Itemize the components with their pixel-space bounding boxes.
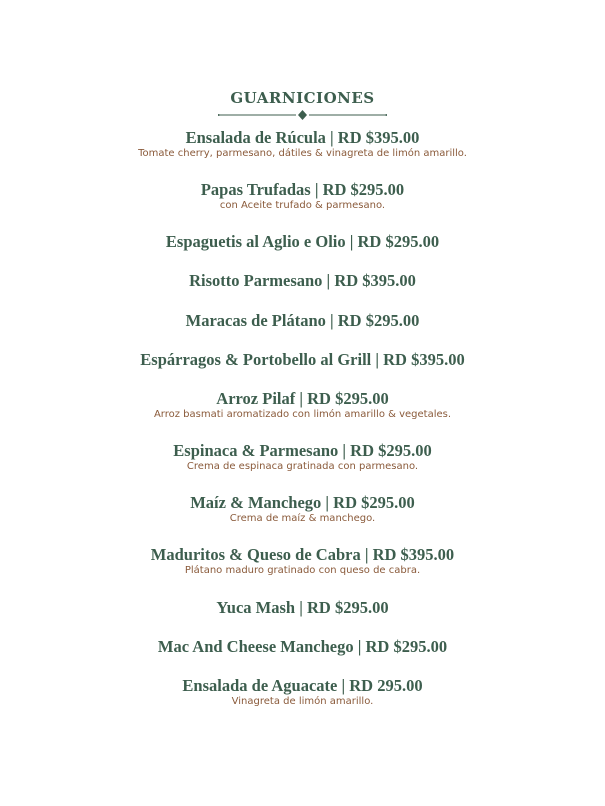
menu-item bbox=[0, 271, 605, 291]
diamond-divider-icon bbox=[0, 108, 605, 122]
section-heading bbox=[0, 88, 605, 108]
menu-item bbox=[0, 493, 605, 525]
item-title: Maracas de Plátano | RD $295.00 bbox=[185, 311, 420, 330]
menu-item bbox=[0, 676, 605, 708]
item-description: Tomate cherry, parmesano, dátiles & vinagreta de limón amarillo. bbox=[138, 148, 467, 159]
menu-item bbox=[0, 311, 605, 331]
item-title: Yuca Mash | RD $295.00 bbox=[216, 598, 389, 617]
item-title: Papas Trufadas | RD $295.00 bbox=[200, 180, 405, 199]
menu-item bbox=[0, 232, 605, 252]
menu-item bbox=[0, 180, 605, 212]
item-title: Ensalada de Aguacate | RD 295.00 bbox=[182, 676, 423, 695]
item-title: Espaguetis al Aglio e Olio | RD $295.00 bbox=[165, 232, 440, 251]
item-description: con Aceite trufado & parmesano. bbox=[219, 200, 386, 211]
menu-item bbox=[0, 128, 605, 160]
item-title: Maduritos & Queso de Cabra | RD $395.00 bbox=[150, 545, 455, 564]
item-title: Arroz Pilaf | RD $295.00 bbox=[216, 389, 389, 408]
item-title: Ensalada de Rúcula | RD $395.00 bbox=[185, 128, 420, 147]
item-description: Arroz basmati aromatizado con limón amarillo & vegetales. bbox=[153, 409, 452, 420]
menu-item bbox=[0, 389, 605, 421]
section-title: GUARNICIONES bbox=[230, 89, 375, 107]
item-description: Crema de espinaca gratinada con parmesano. bbox=[186, 461, 419, 472]
item-description: Vinagreta de limón amarillo. bbox=[231, 696, 374, 707]
item-description: Plátano maduro gratinado con queso de cabra. bbox=[184, 565, 421, 576]
menu-item bbox=[0, 598, 605, 618]
item-title: Espárragos & Portobello al Grill | RD $395.00 bbox=[140, 350, 465, 369]
item-description: Crema de maíz & manchego. bbox=[229, 513, 376, 524]
menu-item bbox=[0, 350, 605, 370]
menu-item bbox=[0, 637, 605, 657]
item-title: Mac And Cheese Manchego | RD $295.00 bbox=[157, 637, 448, 656]
item-title: Risotto Parmesano | RD $395.00 bbox=[189, 271, 416, 290]
item-title: Maíz & Manchego | RD $295.00 bbox=[190, 493, 415, 512]
menu-item bbox=[0, 441, 605, 473]
menu-item bbox=[0, 545, 605, 577]
item-title: Espinaca & Parmesano | RD $295.00 bbox=[173, 441, 432, 460]
